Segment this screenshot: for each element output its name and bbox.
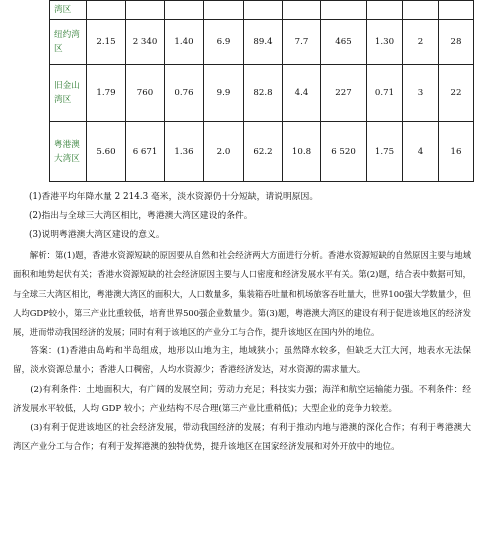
table-cell: 1.40 (165, 20, 204, 65)
table-row (50, 1, 474, 20)
table-cell: 1.75 (367, 122, 403, 182)
table-cell: 9.9 (204, 65, 244, 122)
row-name: 粤港澳大湾区 (50, 122, 87, 182)
table-cell: 2.15 (87, 20, 126, 65)
table-cell: 2 (403, 20, 439, 65)
table-cell: 6 520 (321, 122, 367, 182)
table-cell: 89.4 (244, 20, 283, 65)
table-cell: 4.4 (283, 65, 321, 122)
table-cell: 227 (321, 65, 367, 122)
table-cell: 1.30 (367, 20, 403, 65)
table-row (50, 122, 474, 182)
table-cell: 6 671 (126, 122, 165, 182)
bay-comparison-table (49, 0, 474, 182)
table-cell: 7.7 (283, 20, 321, 65)
question-1: (1)香港平均年降水量 2 214.3 毫米，淡水资源仍十分短缺，请说明原因。 (29, 192, 319, 202)
table-cell: 1.36 (165, 122, 204, 182)
table-cell: 28 (439, 20, 474, 65)
table-cell: 16 (439, 122, 474, 182)
table-cell: 465 (321, 20, 367, 65)
answer-2: (2)有利条件：土地面积大，有广阔的发展空间；劳动力充足；科技实力强；海洋和航空运输能力强。不利条件：经济发展水平较低，人均 GDP 较小；产业结构不尽合理(第三产业比重稍低)；大型企业的竞争力较差。 (13, 384, 471, 414)
analysis-block (13, 246, 471, 342)
table-cell: 760 (126, 65, 165, 122)
table-cell: 5.60 (87, 122, 126, 182)
table-cell: 22 (439, 65, 474, 122)
question-3: (3)说明粤港澳大湾区建设的意义。 (29, 230, 165, 240)
table-cell: 3 (403, 65, 439, 122)
table-cell: 1.79 (87, 65, 126, 122)
table-cell: 2 340 (126, 20, 165, 65)
table-cell: 0.76 (165, 65, 204, 122)
table-row (50, 65, 474, 122)
answer-1: 答案：(1)香港由岛屿和半岛组成，地形以山地为主，地域狭小；虽然降水较多，但缺乏大江大河，地表水无法保留，淡水资源总量小；香港人口稠密，人均水资源少；香港经济发达，对水资源的需求量大。 (13, 346, 471, 376)
table-cell: 0.71 (367, 65, 403, 122)
table-row (50, 20, 474, 65)
table-cell: 82.8 (244, 65, 283, 122)
row-name: 纽约湾区 (50, 20, 87, 65)
answer-block (13, 342, 471, 458)
question-list (29, 188, 469, 245)
row-name: 旧金山湾区 (50, 65, 87, 122)
answer-3: (3)有利于促进该地区的社会经济发展，带动我国经济的发展；有利于推动内地与港澳的深化合作；有利于粤港澳大湾区产业分工与合作；有利于发挥港澳的独特优势，提升该地区在国家经济发展和对外开放中的地位。 (13, 423, 471, 453)
table-cell: 4 (403, 122, 439, 182)
row-name: 湾区 (50, 1, 87, 20)
question-2: (2)指出与全球三大湾区相比，粤港澳大湾区建设的条件。 (29, 211, 253, 221)
analysis-text: 解析：第(1)题，香港水资源短缺的原因要从自然和社会经济两大方面进行分析。香港水资源短缺的自然原因主要与地域面积和地势起伏有关；香港水资源短缺的社会经济原因主要与人口密度和经济发展水平有关。第(2)题，结合表中数据可知，与全球三大湾区相比，粤港澳大湾区的面积大，人口数量多，集装箱吞吐量和机场旅客吞吐量大，世界100强大学数量少，但人均GDP较小，第三产业比重较低，培育世界500强企业数量少。第(3)题，粤港澳大湾区的建设有利于促进该地区的经济发展，进而带动我国经济的发展；同时有利于该地区的产业分工与合作，提升该地区在国内外的地位。 (13, 250, 471, 338)
table-cell: 6.9 (204, 20, 244, 65)
table-cell: 2.0 (204, 122, 244, 182)
table-cell: 62.2 (244, 122, 283, 182)
table-cell: 10.8 (283, 122, 321, 182)
